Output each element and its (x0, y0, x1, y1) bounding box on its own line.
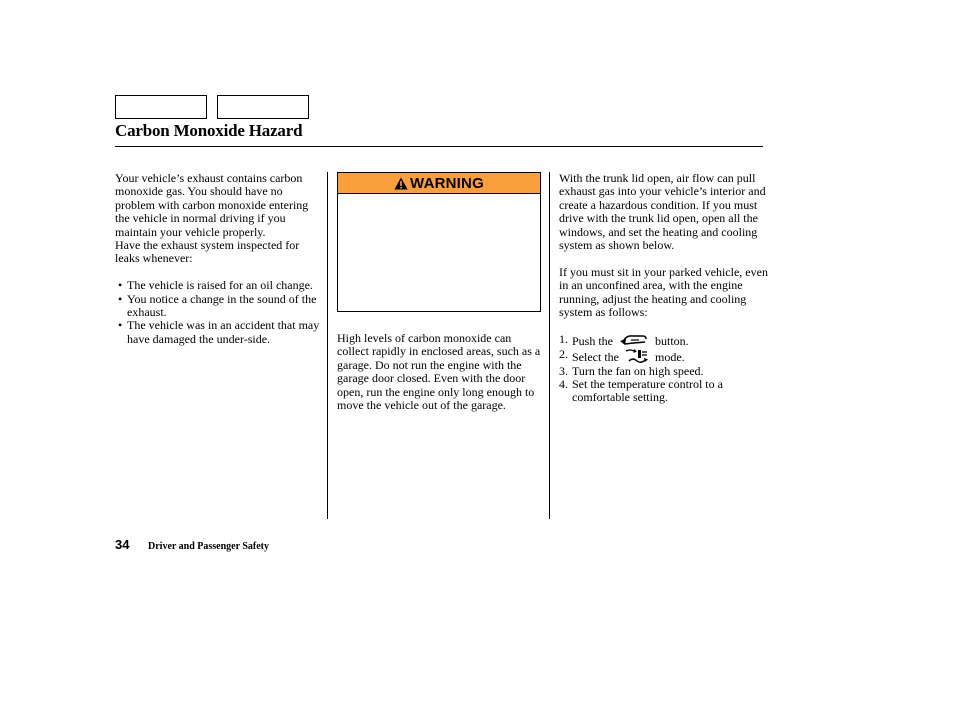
column-exhaust-info (115, 172, 320, 346)
column-ventilation (559, 172, 769, 405)
title-rule (115, 146, 763, 147)
list-item: • The vehicle is raised for an oil change. (115, 279, 320, 292)
column-garage-warning (337, 332, 543, 412)
warning-triangle-icon (394, 177, 408, 190)
column-divider-right (549, 172, 550, 519)
warning-box (337, 172, 541, 312)
floor-defrost-mode-icon (625, 348, 649, 364)
page-title: Carbon Monoxide Hazard (115, 121, 303, 140)
inspect-paragraph: Have the exhaust system inspected for leaks whenever: (115, 238, 300, 266)
list-item: 3. Turn the fan on high speed. (559, 363, 704, 378)
column-divider-left (327, 172, 328, 519)
fresh-air-icon (619, 333, 649, 348)
trunk-paragraph: With the trunk lid open, air flow can pull exhaust gas into your vehicle’s interior and create a hazardous condition. If you must drive with the trunk lid open, open all the windows, and set the heating and cooling system as shown below. (559, 171, 766, 253)
header-tab-box-left (115, 95, 207, 119)
exhaust-intro-paragraph: Your vehicle’s exhaust contains carbon monoxide gas. You should have no problem with carbon monoxide entering the vehicle in normal driving if you maintain your vehicle properly. (115, 171, 309, 239)
list-item: • The vehicle was in an accident that may have damaged the under-side. (115, 319, 320, 346)
warning-header (338, 173, 540, 194)
parked-paragraph: If you must sit in your parked vehicle, even in an unconfined area, with the engine running, adjust the heating and cooling system as follows: (559, 264, 768, 320)
list-item: 1. Push the button. (559, 331, 689, 348)
header-tab-box-right (217, 95, 309, 119)
garage-paragraph: High levels of carbon monoxide can collect rapidly in enclosed areas, such as a garage. Do not run the engine with the garage door closed. Even with the door open, run the engine only long enough to move the vehicle out of the garage. (337, 331, 541, 413)
section-name: Driver and Passenger Safety (148, 541, 270, 552)
inspection-conditions-list (115, 279, 320, 346)
warning-label: WARNING (410, 174, 484, 192)
hvac-steps-list (559, 333, 769, 405)
list-item: 4. Set the temperature control to a comfortable setting. (559, 377, 723, 405)
list-item: 2. Select the mode. (559, 347, 685, 365)
page-number: 34 (115, 537, 130, 552)
list-item: • You notice a change in the sound of the exhaust. (115, 293, 320, 320)
